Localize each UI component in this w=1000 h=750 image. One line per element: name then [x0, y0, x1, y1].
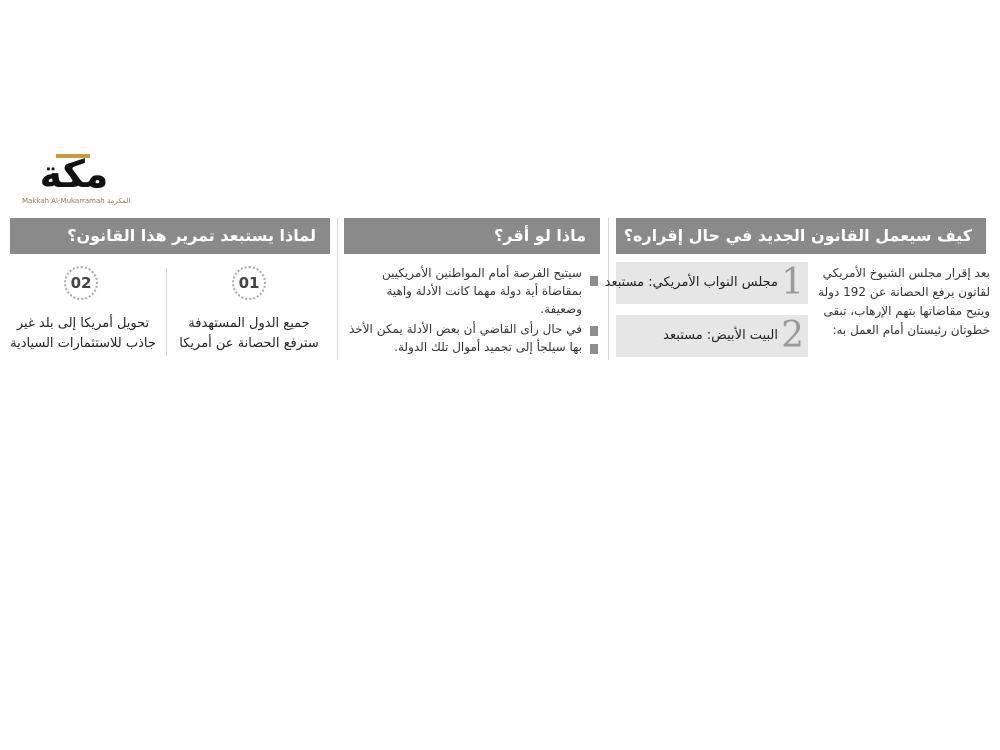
- bullet-item: في حال رأى القاضي أن بعض الأدلة يمكن الأخذ بها سيلجأ إلى تجميد أموال تلك الدولة.: [349, 322, 582, 354]
- reason-text: جميع الدول المستهدفة سترفع الحصانة عن أمريكا: [179, 316, 319, 351]
- reason-text: تحويل أمريكا إلى بلد غير جاذب للاستثمارات السيادية: [10, 316, 156, 351]
- logo-subtitle: Makkah Al-Mukarramah المكرمة: [22, 197, 131, 205]
- reason-divider: [166, 268, 167, 356]
- reason-number-badge: 02: [64, 266, 98, 300]
- column-divider: [337, 218, 338, 360]
- makkah-logo: [22, 152, 131, 208]
- bullet-square-icon: [590, 326, 598, 336]
- step-number: 1: [781, 262, 804, 303]
- header-why-unlikely: لماذا يستبعد تمرير هذا القانون؟: [10, 218, 330, 254]
- intro-paragraph: بعد إقرار مجلس الشيوخ الأمريكي لقانون يرفع الحصانة عن 192 دولة ويتيح مقاضاتها بتهم الإرهاب، تبقى خطوتان رئيستان أمام العمل به:: [818, 266, 990, 337]
- step-number: 2: [781, 315, 804, 356]
- header-what-if-passed: ماذا لو أقر؟: [344, 218, 600, 254]
- step-label: البيت الأبيض: مستبعد: [663, 328, 778, 343]
- step-label: مجلس النواب الأمريكي: مستبعد: [604, 275, 778, 290]
- logo-wordmark: مكة: [39, 152, 109, 196]
- reason-number-badge: 01: [232, 266, 266, 300]
- bullet-square-icon: [590, 344, 598, 354]
- header-how-law-works: كيف سيعمل القانون الجديد في حال إقراره؟: [616, 218, 986, 254]
- bullet-item: سيتيح الفرصة أمام المواطنين الأمريكيين بمقاضاة أية دولة مهما كانت الأدلة واهية وضعيفة.: [381, 266, 582, 316]
- step-box: [616, 315, 808, 357]
- bullet-square-icon: [590, 276, 598, 286]
- step-box: [604, 262, 808, 304]
